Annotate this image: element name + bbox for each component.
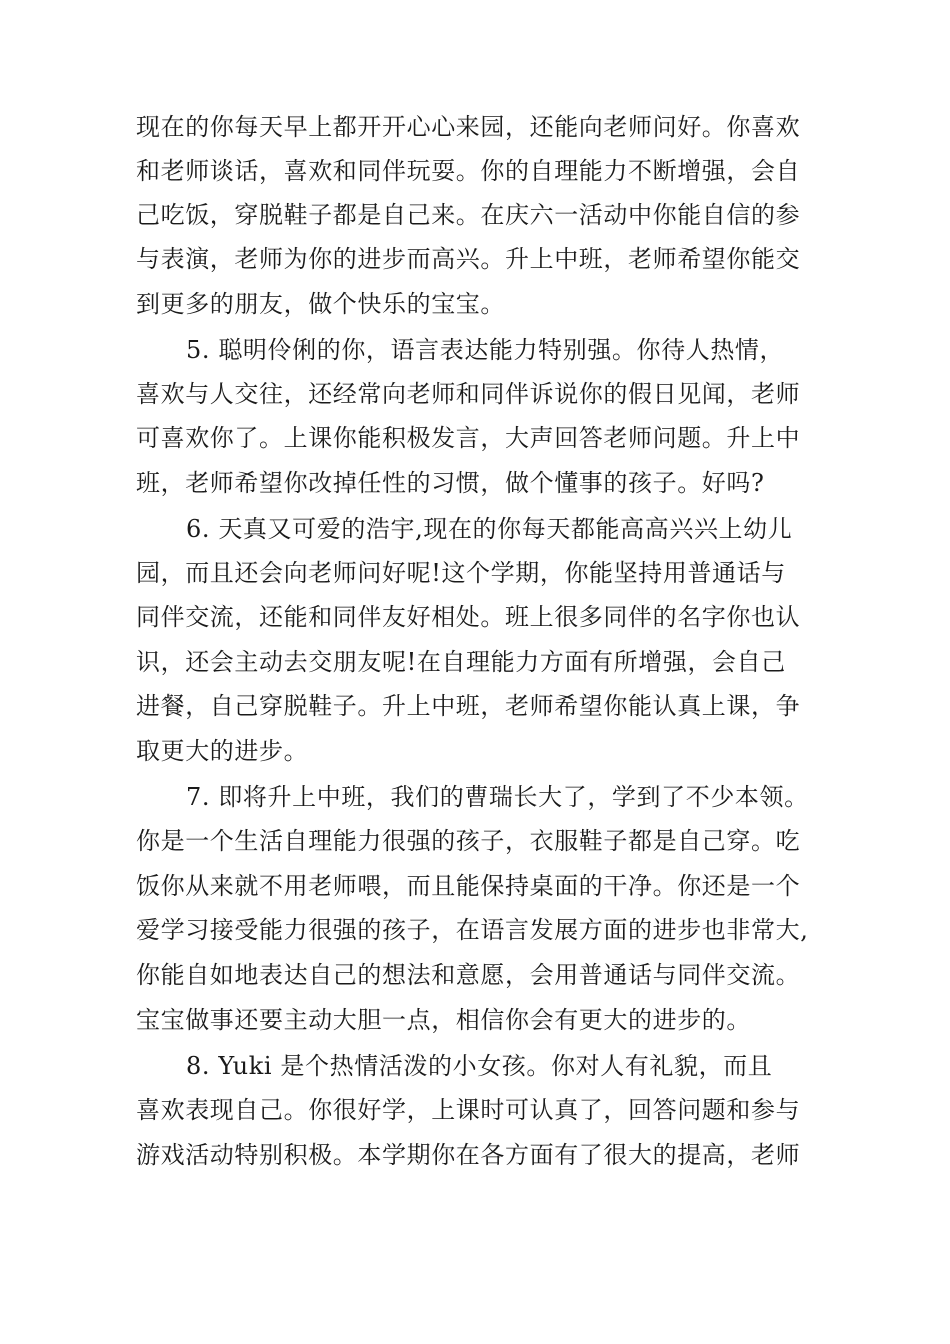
text-line: 与表演，老师为你的进步而高兴。升上中班，老师希望你能交 [136, 245, 801, 273]
text-line: 饭你从来就不用老师喂，而且能保持桌面的干净。你还是一个 [136, 872, 801, 900]
text-line: 和老师谈话，喜欢和同伴玩耍。你的自理能力不断增强，会自 [136, 157, 801, 185]
text-line: 识，还会主动去交朋友呢!在自理能力方面有所增强，会自己 [136, 648, 786, 676]
text-line: 你是一个生活自理能力很强的孩子，衣服鞋子都是自己穿。吃 [136, 827, 801, 855]
paragraph-6-start: 6. 天真又可爱的浩宇,现在的你每天都能高高兴兴上幼儿 [186, 515, 793, 543]
text-line: 进餐，自己穿脱鞋子。升上中班，老师希望你能认真上课，争 [136, 692, 801, 720]
text-line: 取更大的进步。 [136, 737, 309, 765]
text-line: 同伴交流，还能和同伴友好相处。班上很多同伴的名字你也认 [136, 603, 801, 631]
paragraph-5-start: 5. 聪明伶俐的你，语言表达能力特别强。你待人热情， [186, 336, 785, 364]
text-line: 你能自如地表达自己的想法和意愿，会用普通话与同伴交流。 [136, 961, 801, 989]
text-line: 现在的你每天早上都开开心心来园，还能向老师问好。你喜欢 [136, 113, 801, 141]
text-line: 可喜欢你了。上课你能积极发言，大声回答老师问题。升上中 [136, 424, 801, 452]
text-line: 园，而且还会向老师问好呢!这个学期，你能坚持用普通话与 [136, 559, 786, 587]
text-line: 班，老师希望你改掉任性的习惯，做个懂事的孩子。好吗? [136, 469, 765, 497]
text-line: 己吃饭，穿脱鞋子都是自己来。在庆六一活动中你能自信的参 [136, 201, 801, 229]
text-line: 喜欢表现自己。你很好学，上课时可认真了，回答问题和参与 [136, 1096, 801, 1124]
paragraph-7-start: 7. 即将升上中班，我们的曹瑞长大了，学到了不少本领。 [186, 783, 809, 811]
text-line: 到更多的朋友，做个快乐的宝宝。 [136, 290, 505, 318]
paragraph-8-start: 8. Yuki 是个热情活泼的小女孩。你对人有礼貌，而且 [186, 1052, 773, 1080]
text-line: 宝宝做事还要主动大胆一点，相信你会有更大的进步的。 [136, 1006, 751, 1034]
text-line: 喜欢与人交往，还经常向老师和同伴诉说你的假日见闻，老师 [136, 380, 801, 408]
text-line: 爱学习接受能力很强的孩子，在语言发展方面的进步也非常大, [136, 916, 809, 944]
text-line: 游戏活动特别积极。本学期你在各方面有了很大的提高，老师 [136, 1141, 801, 1169]
